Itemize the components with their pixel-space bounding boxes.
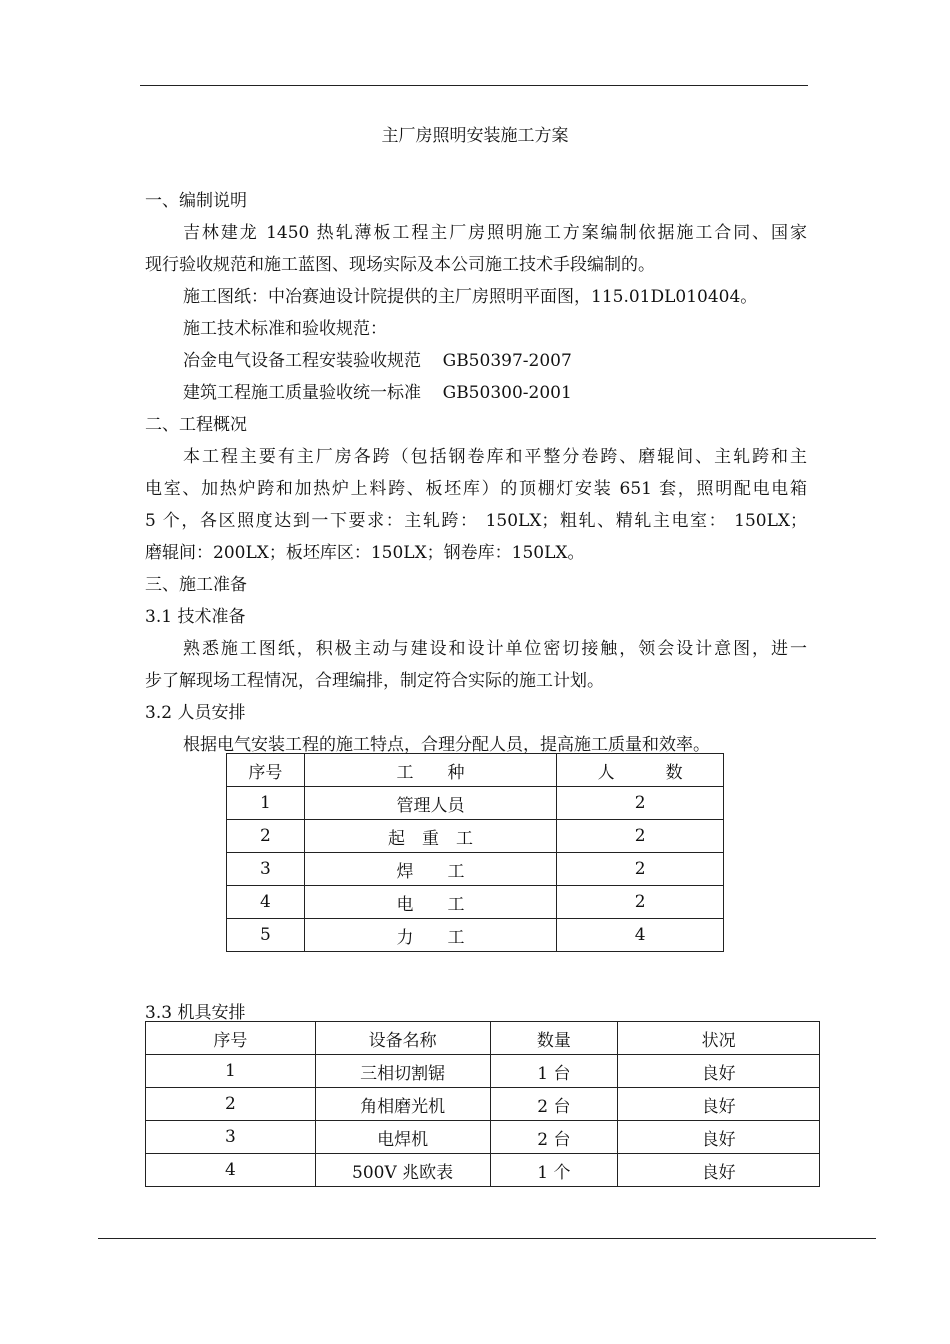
table-cell: 1 个 xyxy=(490,1154,618,1187)
table-row xyxy=(227,919,724,952)
table-cell: 2 xyxy=(557,886,724,919)
table-cell: 4 xyxy=(557,919,724,952)
table-cell: 2 xyxy=(146,1088,316,1121)
table-header-row xyxy=(227,754,724,787)
table-cell: 三相切割锯 xyxy=(315,1055,490,1088)
header-cell: 人 数 xyxy=(557,754,724,787)
section-3-1-paragraph-line: 步了解现场工程情况，合理编排，制定符合实际的施工计划。 xyxy=(145,671,604,691)
table-cell: 良好 xyxy=(618,1154,820,1187)
table-cell: 500V 兆欧表 xyxy=(315,1154,490,1187)
section-3-heading: 三、施工准备 xyxy=(145,575,247,595)
table-cell: 良好 xyxy=(618,1088,820,1121)
table-cell: 1 xyxy=(227,787,305,820)
table-cell: 4 xyxy=(146,1154,316,1187)
footer-rule xyxy=(98,1238,876,1239)
staff-table xyxy=(226,753,724,952)
standard-item: 建筑工程施工质量验收统一标准 GB50300-2001 xyxy=(183,383,572,403)
table-cell: 管理人员 xyxy=(304,787,556,820)
table-cell: 2 台 xyxy=(490,1088,618,1121)
table-cell: 电焊机 xyxy=(315,1121,490,1154)
equipment-table xyxy=(145,1021,820,1187)
table-cell: 起 重 工 xyxy=(304,820,556,853)
table-row xyxy=(227,886,724,919)
section-2-paragraph-line: 本工程主要有主厂房各跨（包括钢卷库和平整分卷跨、磨辊间、主轧跨和主 xyxy=(183,447,807,467)
section-3-1-heading: 3.1 技术准备 xyxy=(145,607,246,627)
table-cell: 2 xyxy=(227,820,305,853)
section-1-paragraph-line: 吉林建龙 1450 热轧薄板工程主厂房照明施工方案编制依据施工合同、国家 xyxy=(183,223,807,243)
table-cell: 2 xyxy=(557,820,724,853)
section-3-2-heading: 3.2 人员安排 xyxy=(145,703,246,723)
table-cell: 力 工 xyxy=(304,919,556,952)
table-cell: 1 台 xyxy=(490,1055,618,1088)
table-row xyxy=(227,787,724,820)
standards-intro: 施工技术标准和验收规范： xyxy=(183,319,387,339)
table-cell: 3 xyxy=(146,1121,316,1154)
table-cell: 电 工 xyxy=(304,886,556,919)
table-cell: 2 台 xyxy=(490,1121,618,1154)
table-row xyxy=(146,1055,820,1088)
table-cell: 良好 xyxy=(618,1121,820,1154)
header-cell: 数量 xyxy=(490,1022,618,1055)
page-title: 主厂房照明安装施工方案 xyxy=(381,126,569,146)
table-header-row xyxy=(146,1022,820,1055)
header-cell: 状况 xyxy=(618,1022,820,1055)
standard-item: 冶金电气设备工程安装验收规范 GB50397-2007 xyxy=(183,351,572,371)
table-cell: 2 xyxy=(557,853,724,886)
table-cell: 2 xyxy=(557,787,724,820)
header-cell: 设备名称 xyxy=(315,1022,490,1055)
table-cell: 焊 工 xyxy=(304,853,556,886)
section-2-paragraph-line: 磨辊间：200LX；板坯库区：150LX；钢卷库：150LX。 xyxy=(145,543,585,563)
header-cell: 工 种 xyxy=(304,754,556,787)
section-3-1-paragraph-line: 熟悉施工图纸，积极主动与建设和设计单位密切接触，领会设计意图，进一 xyxy=(183,639,807,659)
table-row xyxy=(146,1121,820,1154)
table-row xyxy=(227,820,724,853)
table-cell: 良好 xyxy=(618,1055,820,1088)
table-cell: 5 xyxy=(227,919,305,952)
section-2-paragraph-line: 电室、加热炉跨和加热炉上料跨、板坯库）的顶棚灯安装 651 套，照明配电电箱 xyxy=(145,479,807,499)
section-2-heading: 二、工程概况 xyxy=(145,415,247,435)
header-rule xyxy=(140,85,808,86)
table-cell: 4 xyxy=(227,886,305,919)
section-2-paragraph-line: 5 个，各区照度达到一下要求：主轧跨： 150LX；粗轧、精轧主电室： 150LX； xyxy=(145,511,807,531)
table-cell: 角相磨光机 xyxy=(315,1088,490,1121)
header-cell: 序号 xyxy=(146,1022,316,1055)
table-row xyxy=(146,1088,820,1121)
section-3-2-paragraph: 根据电气安装工程的施工特点，合理分配人员，提高施工质量和效率。 xyxy=(183,735,710,755)
section-1-paragraph-line: 现行验收规范和施工蓝图、现场实际及本公司施工技术手段编制的。 xyxy=(145,255,655,275)
table-cell: 3 xyxy=(227,853,305,886)
section-3-3-heading: 3.3 机具安排 xyxy=(145,1003,246,1023)
table-cell: 1 xyxy=(146,1055,316,1088)
section-1-heading: 一、编制说明 xyxy=(145,191,247,211)
drawing-reference: 施工图纸：中冶赛迪设计院提供的主厂房照明平面图，115.01DL010404。 xyxy=(183,287,758,307)
header-cell: 序号 xyxy=(227,754,305,787)
table-row xyxy=(146,1154,820,1187)
table-row xyxy=(227,853,724,886)
